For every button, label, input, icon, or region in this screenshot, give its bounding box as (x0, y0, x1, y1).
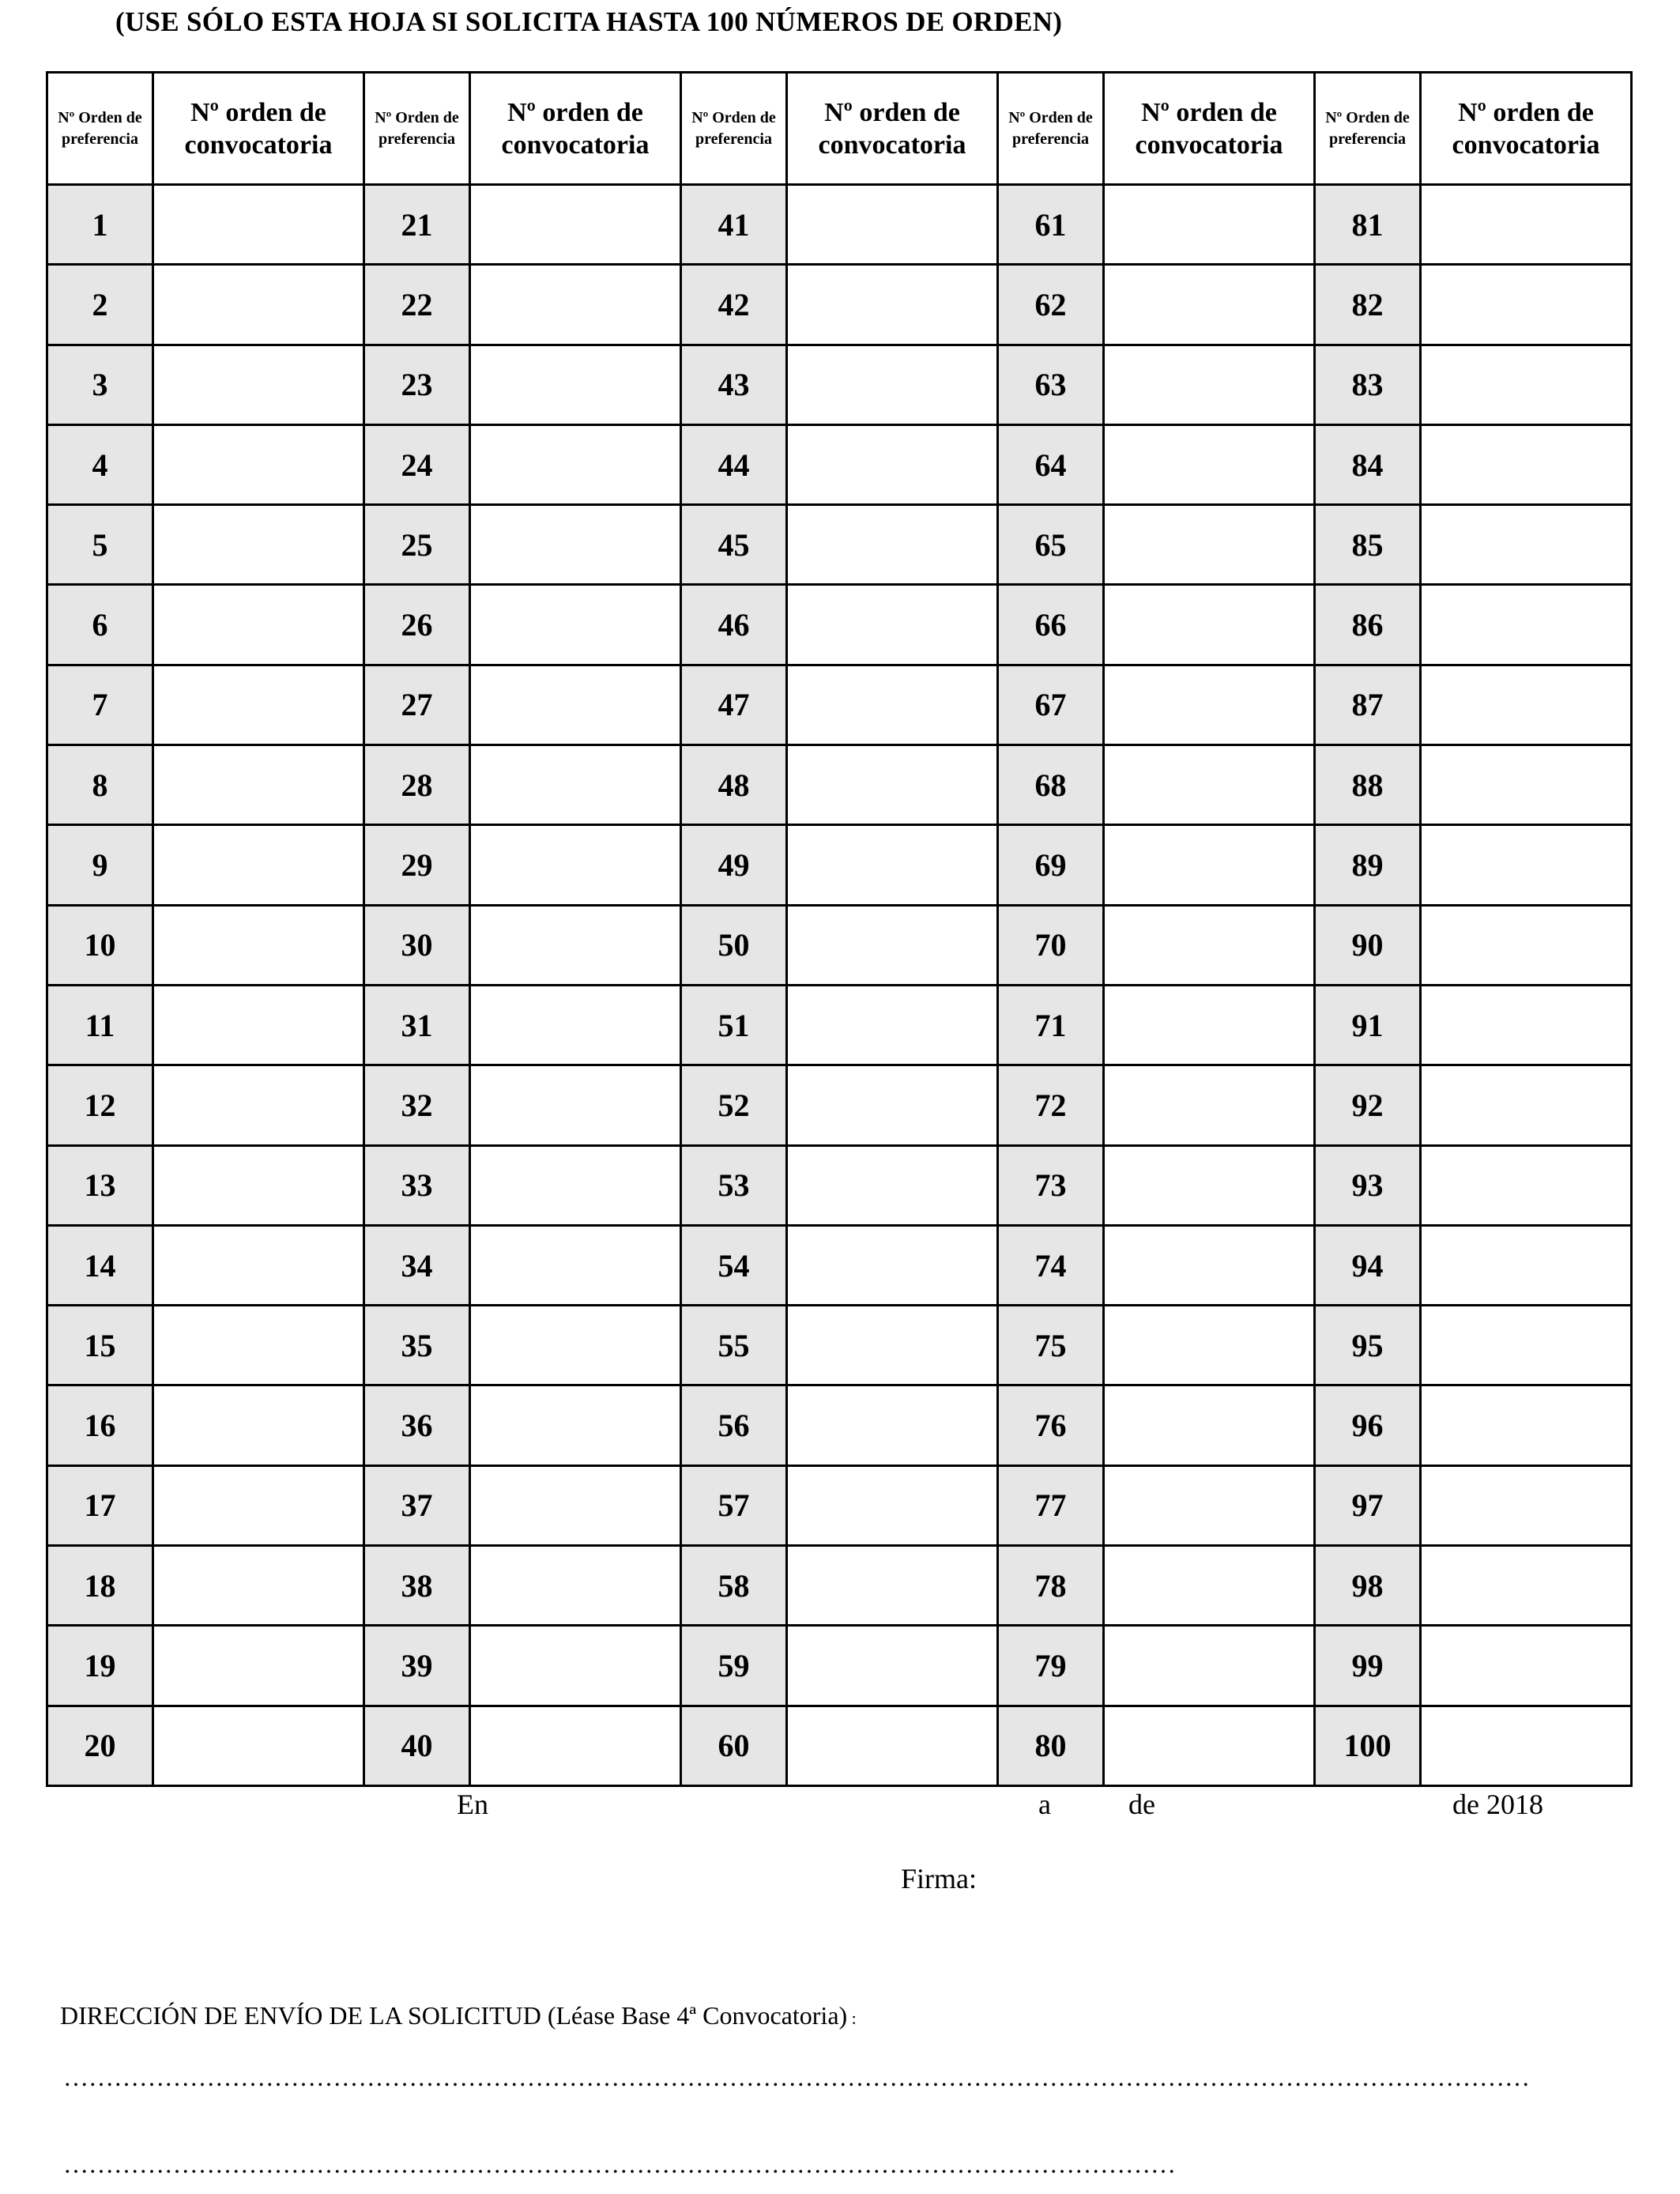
preference-number: 42 (681, 265, 787, 345)
preference-number: 14 (47, 1225, 153, 1305)
header-pref-3: Nº Orden de preferencia (681, 73, 787, 185)
table-row (47, 185, 1632, 265)
table-row (47, 1225, 1632, 1305)
table-row (47, 905, 1632, 985)
convocatoria-entry-cell[interactable] (153, 185, 364, 265)
convocatoria-entry-cell[interactable] (787, 585, 998, 665)
preference-number: 12 (47, 1065, 153, 1145)
table-row (47, 825, 1632, 905)
convocatoria-entry-cell[interactable] (153, 505, 364, 585)
preference-number: 44 (681, 424, 787, 504)
convocatoria-entry-cell[interactable] (787, 1626, 998, 1706)
convocatoria-entry-cell[interactable] (1421, 1306, 1632, 1385)
convocatoria-entry-cell[interactable] (1421, 1706, 1632, 1785)
convocatoria-entry-cell[interactable] (153, 1145, 364, 1225)
preference-number: 81 (1315, 185, 1421, 265)
convocatoria-entry-cell[interactable] (470, 265, 681, 345)
convocatoria-entry-cell[interactable] (470, 665, 681, 745)
preference-number: 5 (47, 505, 153, 585)
convocatoria-entry-cell[interactable] (1104, 1225, 1315, 1305)
header-conv-3: Nº orden de convocatoria (787, 73, 998, 185)
preference-number: 28 (364, 745, 470, 825)
convocatoria-entry-cell[interactable] (470, 1065, 681, 1145)
preference-number: 10 (47, 905, 153, 985)
preference-number: 78 (998, 1546, 1104, 1626)
preference-number: 60 (681, 1706, 787, 1785)
header-conv-2: Nº orden de convocatoria (470, 73, 681, 185)
convocatoria-entry-cell[interactable] (1421, 985, 1632, 1065)
convocatoria-entry-cell[interactable] (470, 185, 681, 265)
preference-number: 65 (998, 505, 1104, 585)
preference-number: 8 (47, 745, 153, 825)
preference-number: 30 (364, 905, 470, 985)
convocatoria-entry-cell[interactable] (1421, 1626, 1632, 1706)
convocatoria-entry-cell[interactable] (1104, 265, 1315, 345)
table-row (47, 1145, 1632, 1225)
preference-number: 51 (681, 985, 787, 1065)
table-row (47, 585, 1632, 665)
convocatoria-entry-cell[interactable] (470, 985, 681, 1065)
address-heading-text: DIRECCIÓN DE ENVÍO DE LA SOLICITUD (Léase Base 4ª Convocatoria) (60, 2001, 848, 2030)
table-row (47, 424, 1632, 504)
convocatoria-entry-cell[interactable] (1421, 585, 1632, 665)
convocatoria-entry-cell[interactable] (1421, 1546, 1632, 1626)
convocatoria-entry-cell[interactable] (787, 505, 998, 585)
convocatoria-entry-cell[interactable] (1421, 745, 1632, 825)
header-pref-1: Nº Orden de preferencia (47, 73, 153, 185)
preference-number: 27 (364, 665, 470, 745)
preference-number: 18 (47, 1546, 153, 1626)
convocatoria-entry-cell[interactable] (470, 585, 681, 665)
page-title: (USE SÓLO ESTA HOJA SI SOLICITA HASTA 100 NÚMEROS DE ORDEN) (115, 6, 1063, 37)
preference-number: 15 (47, 1306, 153, 1385)
day-label: a (1038, 1789, 1051, 1820)
convocatoria-entry-cell[interactable] (1104, 825, 1315, 905)
convocatoria-entry-cell[interactable] (787, 1385, 998, 1465)
table-row (47, 1706, 1632, 1785)
preference-number: 89 (1315, 825, 1421, 905)
table-row (47, 1465, 1632, 1545)
convocatoria-entry-cell[interactable] (787, 1225, 998, 1305)
preference-number: 20 (47, 1706, 153, 1785)
preference-number: 96 (1315, 1385, 1421, 1465)
preference-number: 41 (681, 185, 787, 265)
preference-number: 86 (1315, 585, 1421, 665)
header-conv-1: Nº orden de convocatoria (153, 73, 364, 185)
convocatoria-entry-cell[interactable] (153, 345, 364, 424)
preference-number: 19 (47, 1626, 153, 1706)
preference-number: 97 (1315, 1465, 1421, 1545)
preference-number: 23 (364, 345, 470, 424)
preference-number: 67 (998, 665, 1104, 745)
preference-number: 71 (998, 985, 1104, 1065)
table-row (47, 1546, 1632, 1626)
convocatoria-entry-cell[interactable] (153, 1306, 364, 1385)
preference-number: 33 (364, 1145, 470, 1225)
preference-number: 35 (364, 1306, 470, 1385)
convocatoria-entry-cell[interactable] (787, 1145, 998, 1225)
convocatoria-entry-cell[interactable] (1104, 185, 1315, 265)
convocatoria-entry-cell[interactable] (153, 1706, 364, 1785)
convocatoria-entry-cell[interactable] (1104, 1065, 1315, 1145)
convocatoria-entry-cell[interactable] (153, 825, 364, 905)
table-row (47, 1385, 1632, 1465)
preference-number: 34 (364, 1225, 470, 1305)
table-body (47, 185, 1632, 1786)
preference-number: 73 (998, 1145, 1104, 1225)
preference-number: 82 (1315, 265, 1421, 345)
preference-number: 45 (681, 505, 787, 585)
convocatoria-entry-cell[interactable] (153, 585, 364, 665)
convocatoria-entry-cell[interactable] (1104, 424, 1315, 504)
preference-number: 37 (364, 1465, 470, 1545)
convocatoria-entry-cell[interactable] (1104, 1546, 1315, 1626)
preference-number: 9 (47, 825, 153, 905)
convocatoria-entry-cell[interactable] (470, 1706, 681, 1785)
convocatoria-entry-cell[interactable] (470, 1626, 681, 1706)
convocatoria-entry-cell[interactable] (470, 1306, 681, 1385)
preference-number: 40 (364, 1706, 470, 1785)
preference-number: 24 (364, 424, 470, 504)
preference-number: 50 (681, 905, 787, 985)
convocatoria-entry-cell[interactable] (153, 1065, 364, 1145)
table-row (47, 505, 1632, 585)
convocatoria-entry-cell[interactable] (153, 665, 364, 745)
header-pref-4: Nº Orden de preferencia (998, 73, 1104, 185)
convocatoria-entry-cell[interactable] (153, 265, 364, 345)
preference-number: 95 (1315, 1306, 1421, 1385)
convocatoria-entry-cell[interactable] (470, 1465, 681, 1545)
preference-number: 52 (681, 1065, 787, 1145)
convocatoria-entry-cell[interactable] (1421, 905, 1632, 985)
preference-number: 4 (47, 424, 153, 504)
preference-number: 62 (998, 265, 1104, 345)
preference-number: 69 (998, 825, 1104, 905)
convocatoria-entry-cell[interactable] (153, 1385, 364, 1465)
preference-number: 61 (998, 185, 1104, 265)
month-label: de (1128, 1789, 1155, 1820)
convocatoria-entry-cell[interactable] (1104, 1385, 1315, 1465)
convocatoria-entry-cell[interactable] (787, 665, 998, 745)
convocatoria-entry-cell[interactable] (1104, 345, 1315, 424)
convocatoria-entry-cell[interactable] (1104, 745, 1315, 825)
convocatoria-entry-cell[interactable] (153, 1225, 364, 1305)
table-row (47, 265, 1632, 345)
preference-number: 39 (364, 1626, 470, 1706)
convocatoria-entry-cell[interactable] (470, 345, 681, 424)
convocatoria-entry-cell[interactable] (470, 424, 681, 504)
address-heading-colon: : (847, 2008, 857, 2028)
preference-number: 32 (364, 1065, 470, 1145)
preference-number: 3 (47, 345, 153, 424)
preference-number: 43 (681, 345, 787, 424)
convocatoria-entry-cell[interactable] (1104, 1626, 1315, 1706)
convocatoria-entry-cell[interactable] (787, 265, 998, 345)
preference-number: 2 (47, 265, 153, 345)
preference-number: 72 (998, 1065, 1104, 1145)
convocatoria-entry-cell[interactable] (787, 1465, 998, 1545)
preference-number: 48 (681, 745, 787, 825)
preference-number: 58 (681, 1546, 787, 1626)
preference-number: 46 (681, 585, 787, 665)
convocatoria-entry-cell[interactable] (787, 185, 998, 265)
place-label: En (457, 1789, 488, 1820)
preference-number: 99 (1315, 1626, 1421, 1706)
convocatoria-entry-cell[interactable] (787, 1546, 998, 1626)
preference-number: 85 (1315, 505, 1421, 585)
preference-number: 75 (998, 1306, 1104, 1385)
preference-number: 55 (681, 1306, 787, 1385)
preference-number: 77 (998, 1465, 1104, 1545)
preference-number: 66 (998, 585, 1104, 665)
preference-number: 94 (1315, 1225, 1421, 1305)
convocatoria-entry-cell[interactable] (1104, 1145, 1315, 1225)
convocatoria-entry-cell[interactable] (1421, 1385, 1632, 1465)
convocatoria-entry-cell[interactable] (1104, 985, 1315, 1065)
preference-number: 53 (681, 1145, 787, 1225)
preference-number: 92 (1315, 1065, 1421, 1145)
signature-label: Firma: (901, 1863, 977, 1894)
convocatoria-entry-cell[interactable] (1104, 1306, 1315, 1385)
preference-number: 93 (1315, 1145, 1421, 1225)
preference-number: 63 (998, 345, 1104, 424)
table-row (47, 1065, 1632, 1145)
preference-number: 22 (364, 265, 470, 345)
convocatoria-entry-cell[interactable] (787, 1065, 998, 1145)
convocatoria-entry-cell[interactable] (787, 424, 998, 504)
convocatoria-entry-cell[interactable] (1104, 505, 1315, 585)
preference-number: 26 (364, 585, 470, 665)
preference-number: 80 (998, 1706, 1104, 1785)
convocatoria-entry-cell[interactable] (1104, 1465, 1315, 1545)
convocatoria-entry-cell[interactable] (787, 345, 998, 424)
year-label: de 2018 (1452, 1789, 1543, 1820)
convocatoria-entry-cell[interactable] (1421, 265, 1632, 345)
preference-number: 84 (1315, 424, 1421, 504)
convocatoria-entry-cell[interactable] (153, 1626, 364, 1706)
convocatoria-entry-cell[interactable] (787, 825, 998, 905)
convocatoria-entry-cell[interactable] (1421, 1145, 1632, 1225)
preference-number: 76 (998, 1385, 1104, 1465)
convocatoria-entry-cell[interactable] (470, 1145, 681, 1225)
convocatoria-entry-cell[interactable] (470, 905, 681, 985)
convocatoria-entry-cell[interactable] (787, 745, 998, 825)
preference-number: 31 (364, 985, 470, 1065)
convocatoria-entry-cell[interactable] (1104, 665, 1315, 745)
table-row (47, 1306, 1632, 1385)
convocatoria-entry-cell[interactable] (153, 1546, 364, 1626)
preference-number: 38 (364, 1546, 470, 1626)
preference-number: 49 (681, 825, 787, 905)
table-row (47, 1626, 1632, 1706)
preference-number: 64 (998, 424, 1104, 504)
preference-number: 68 (998, 745, 1104, 825)
address-heading (60, 2001, 857, 2030)
table-row (47, 745, 1632, 825)
preference-number: 74 (998, 1225, 1104, 1305)
preference-number: 1 (47, 185, 153, 265)
convocatoria-entry-cell[interactable] (787, 985, 998, 1065)
table-row (47, 985, 1632, 1065)
preference-number: 21 (364, 185, 470, 265)
preference-number: 91 (1315, 985, 1421, 1065)
convocatoria-entry-cell[interactable] (153, 1465, 364, 1545)
header-conv-5: Nº orden de convocatoria (1421, 73, 1632, 185)
table-header-row (47, 73, 1632, 185)
table-row (47, 665, 1632, 745)
convocatoria-entry-cell[interactable] (153, 985, 364, 1065)
preference-number: 47 (681, 665, 787, 745)
preference-number: 54 (681, 1225, 787, 1305)
convocatoria-entry-cell[interactable] (1421, 665, 1632, 745)
convocatoria-entry-cell[interactable] (1421, 1065, 1632, 1145)
preference-number: 57 (681, 1465, 787, 1545)
preference-number: 11 (47, 985, 153, 1065)
convocatoria-entry-cell[interactable] (1421, 424, 1632, 504)
convocatoria-entry-cell[interactable] (153, 424, 364, 504)
convocatoria-entry-cell[interactable] (1421, 185, 1632, 265)
order-table (46, 71, 1633, 1787)
preference-number: 90 (1315, 905, 1421, 985)
convocatoria-entry-cell[interactable] (470, 825, 681, 905)
preference-number: 17 (47, 1465, 153, 1545)
convocatoria-entry-cell[interactable] (153, 745, 364, 825)
convocatoria-entry-cell[interactable] (1104, 585, 1315, 665)
preference-number: 70 (998, 905, 1104, 985)
convocatoria-entry-cell[interactable] (470, 745, 681, 825)
convocatoria-entry-cell[interactable] (1421, 1465, 1632, 1545)
preference-number: 56 (681, 1385, 787, 1465)
preference-number: 16 (47, 1385, 153, 1465)
convocatoria-entry-cell[interactable] (1104, 905, 1315, 985)
preference-number: 25 (364, 505, 470, 585)
preference-number: 88 (1315, 745, 1421, 825)
preference-number: 98 (1315, 1546, 1421, 1626)
preference-number: 7 (47, 665, 153, 745)
convocatoria-entry-cell[interactable] (1104, 1706, 1315, 1785)
header-pref-5: Nº Orden de preferencia (1315, 73, 1421, 185)
convocatoria-entry-cell[interactable] (153, 905, 364, 985)
preference-number: 83 (1315, 345, 1421, 424)
header-pref-2: Nº Orden de preferencia (364, 73, 470, 185)
convocatoria-entry-cell[interactable] (787, 1306, 998, 1385)
convocatoria-entry-cell[interactable] (1421, 345, 1632, 424)
header-conv-4: Nº orden de convocatoria (1104, 73, 1315, 185)
convocatoria-entry-cell[interactable] (1421, 825, 1632, 905)
convocatoria-entry-cell[interactable] (470, 505, 681, 585)
preference-number: 29 (364, 825, 470, 905)
convocatoria-entry-cell[interactable] (470, 1225, 681, 1305)
preference-number: 87 (1315, 665, 1421, 745)
convocatoria-entry-cell[interactable] (1421, 1225, 1632, 1305)
preference-number: 13 (47, 1145, 153, 1225)
preference-number: 100 (1315, 1706, 1421, 1785)
preference-number: 6 (47, 585, 153, 665)
convocatoria-entry-cell[interactable] (787, 905, 998, 985)
convocatoria-entry-cell[interactable] (470, 1385, 681, 1465)
convocatoria-entry-cell[interactable] (1421, 505, 1632, 585)
preference-number: 79 (998, 1626, 1104, 1706)
convocatoria-entry-cell[interactable] (787, 1706, 998, 1785)
table-row (47, 345, 1632, 424)
address-line-2: …………………………………………………………………………………………………………………… (63, 2150, 1176, 2178)
preference-number: 59 (681, 1626, 787, 1706)
address-line-1: ………………………………………………………………………………………………………………………………………………………… (63, 2063, 1530, 2091)
convocatoria-entry-cell[interactable] (470, 1546, 681, 1626)
preference-number: 36 (364, 1385, 470, 1465)
